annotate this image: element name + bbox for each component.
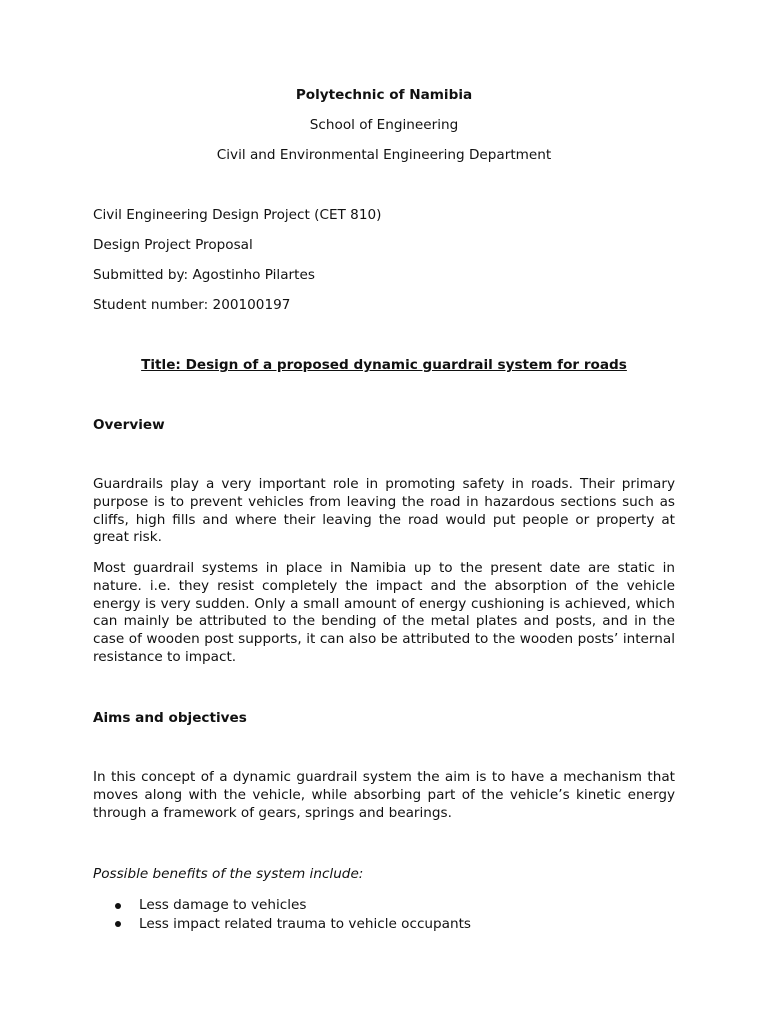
document-type: Design Project Proposal	[93, 237, 253, 253]
course-name: Civil Engineering Design Project (CET 810)	[93, 207, 382, 223]
list-item	[93, 915, 675, 934]
list-item	[93, 896, 675, 915]
benefits-list	[93, 896, 675, 933]
aims-heading: Aims and objectives	[93, 710, 247, 726]
department-name: Civil and Environmental Engineering Department	[216, 147, 552, 163]
student-number: Student number: 200100197	[93, 297, 291, 313]
bullet-icon	[115, 921, 121, 927]
benefit-text: Less damage to vehicles	[139, 897, 307, 913]
benefits-intro: Possible benefits of the system include:	[93, 866, 364, 882]
aims-paragraph: In this concept of a dynamic guardrail system the aim is to have a mechanism that moves along with the vehicle, while absorbing part of the vehicle’s kinetic energy through a framework of gears, springs and bearings.	[93, 769, 675, 821]
bullet-icon	[115, 903, 121, 909]
overview-paragraph-1: Guardrails play a very important role in promoting safety in roads. Their primary purpose is to prevent vehicles from leaving the road in hazardous sections such as cliffs, high fills and where their leaving the road would put people or property at great risk.	[93, 476, 675, 546]
benefit-text: Less impact related trauma to vehicle occupants	[139, 915, 472, 932]
overview-paragraph-2: Most guardrail systems in place in Namibia up to the present date are static in nature. i.e. they resist completely the impact and the absorption of the vehicle energy is very sudden. Only a small amount of energy cushioning is achieved, which can mainly be attributed to the bending of the metal plates and posts, and in the case of wooden post supports, it can also be attributed to the wooden posts’ internal resistance to impact.	[93, 560, 675, 665]
school-name: School of Engineering	[309, 117, 459, 133]
overview-heading: Overview	[93, 417, 165, 433]
institution-name: Polytechnic of Namibia	[295, 87, 473, 103]
document-title: Title: Design of a proposed dynamic guardrail system for roads	[141, 357, 627, 373]
submitted-by: Submitted by: Agostinho Pilartes	[93, 267, 315, 283]
